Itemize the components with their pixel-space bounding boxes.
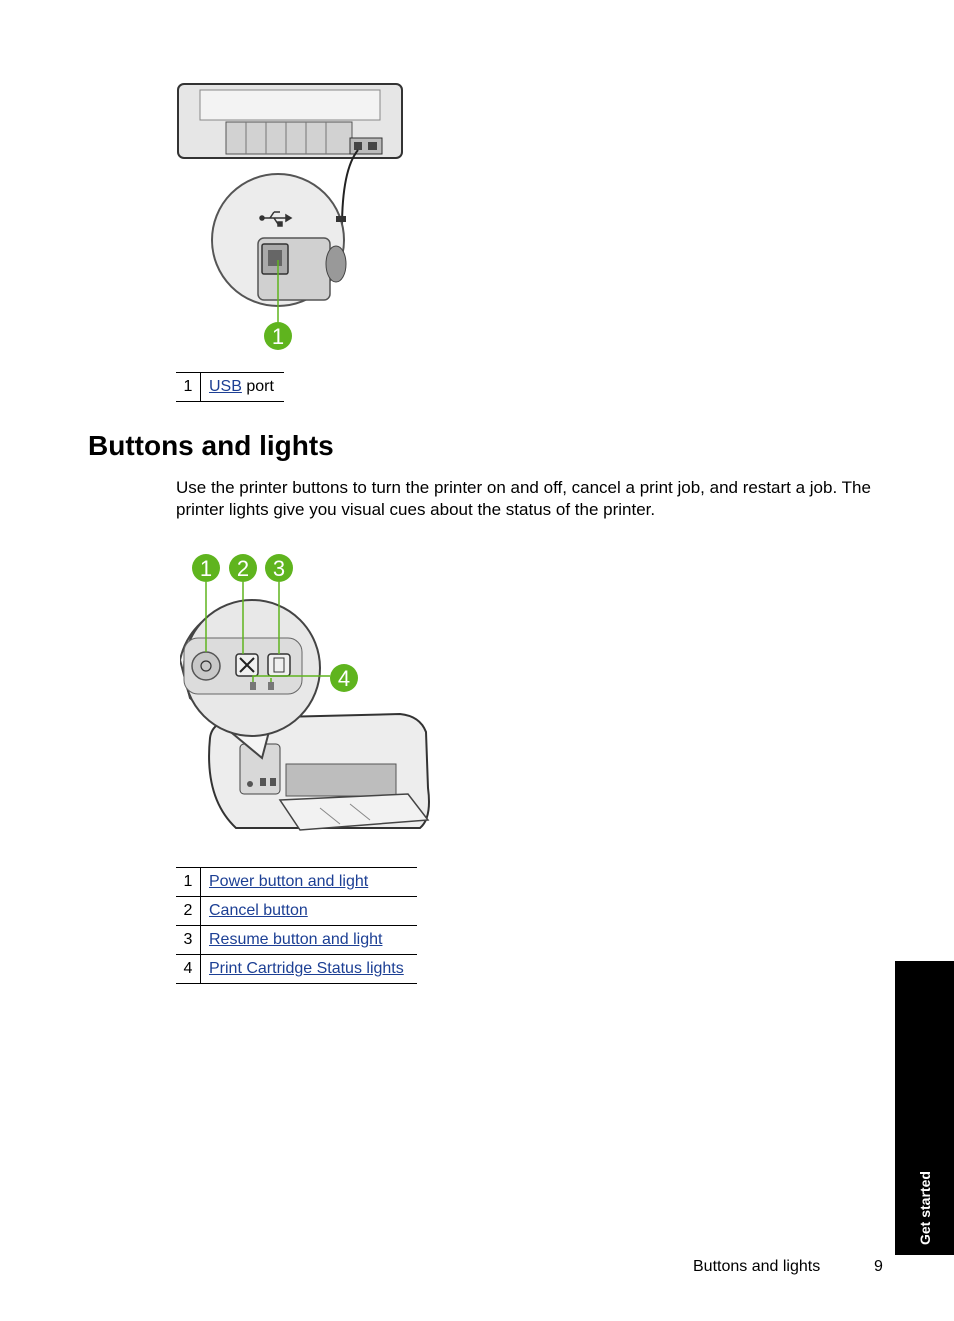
- usb-link[interactable]: USB: [209, 378, 242, 395]
- table-row: [176, 926, 417, 955]
- callout-1: 1: [199, 556, 213, 581]
- buttons-legend-table: [176, 867, 417, 984]
- side-tab-label: Get started: [916, 1171, 933, 1245]
- table-row: [176, 868, 417, 897]
- page-number: 9: [874, 1258, 883, 1275]
- legend-number: 4: [176, 955, 201, 984]
- usb-callout-1: 1: [271, 324, 285, 349]
- callout-3: 3: [272, 556, 286, 581]
- footer-title: Buttons and lights: [693, 1258, 821, 1275]
- callout-4: 4: [337, 666, 351, 691]
- usb-legend-table: [176, 372, 284, 402]
- table-row: [176, 897, 417, 926]
- legend-number: 3: [176, 926, 201, 955]
- cancel-button-link[interactable]: Cancel button: [209, 902, 308, 919]
- chapter-side-tab: [895, 961, 954, 1255]
- section-heading: Buttons and lights: [88, 430, 334, 461]
- legend-number: 1: [176, 373, 201, 402]
- legend-number: 2: [176, 897, 201, 926]
- cartridge-lights-link[interactable]: Print Cartridge Status lights: [209, 960, 404, 977]
- legend-text: port: [241, 378, 274, 395]
- usb-port-illustration: [170, 78, 430, 358]
- table-row: [176, 955, 417, 984]
- legend-number: 1: [176, 868, 201, 897]
- callout-2: 2: [236, 556, 250, 581]
- resume-button-link[interactable]: Resume button and light: [209, 931, 383, 948]
- buttons-lights-illustration: [180, 548, 440, 838]
- power-button-link[interactable]: Power button and light: [209, 873, 369, 890]
- table-row: [176, 373, 284, 402]
- intro-paragraph: Use the printer buttons to turn the printer on and off, cancel a print job, and restart a job. The printer lights give you visual cues about the status of the printer.: [176, 478, 871, 519]
